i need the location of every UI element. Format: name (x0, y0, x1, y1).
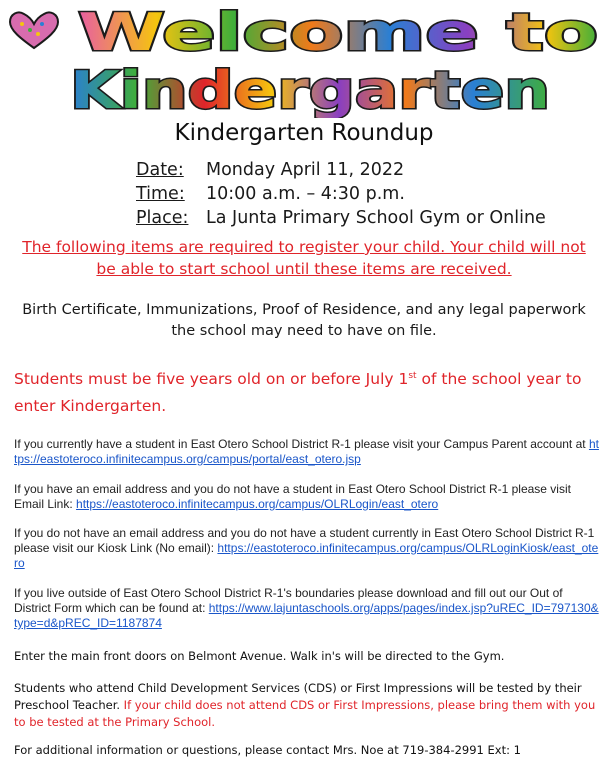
contact-info: For additional information or questions, please contact Mrs. Noe at 719-384-2991 Ext: 1 (14, 743, 521, 757)
banner-line-welcome: Welcome to (78, 3, 598, 63)
campus-parent-link[interactable]: https://eastoteroco.infinitecampus.org/campus/portal/east_otero.jsp (14, 437, 599, 466)
welcome-banner (0, 0, 608, 118)
banner-line-kindergarten: Kindergarten (70, 61, 550, 118)
required-documents: Birth Certificate, Immunizations, Proof of Residence, and any legal paperwork the school may need to have on file. (22, 302, 586, 339)
registration-item (14, 437, 599, 467)
required-notice: The following items are required to register your child. Your child will not be able to start school until these items are received. (22, 238, 586, 278)
place-label: Place: (136, 208, 189, 228)
age-text-before: Students must be five years old on or before July 1 (14, 370, 409, 388)
event-details (136, 158, 546, 230)
page-title: Kindergarten Roundup (174, 120, 434, 146)
registration-item (14, 526, 599, 571)
date-row (136, 158, 546, 182)
testing-note-red: If your child does not attend CDS or First Impressions, please bring them with you to be tested at the Primary School. (14, 698, 596, 729)
date-value: Monday April 11, 2022 (206, 160, 405, 180)
registration-text: If you live outside of East Otero School District R-1's boundaries please download and fill out our Out of District Form which can be found at: (14, 586, 563, 615)
age-text-after: of the school year to enter Kindergarten. (14, 370, 582, 415)
place-value: La Junta Primary School Gym or Online (206, 208, 546, 228)
testing-note-black: Students who attend Child Development Services (CDS) or First Impressions will be tested by their Preschool Teacher. (14, 681, 582, 712)
registration-item (14, 586, 599, 631)
entrance-note: Enter the main front doors on Belmont Avenue. Walk in's will be directed to the Gym. (14, 649, 505, 663)
email-registration-link[interactable]: https://eastoteroco.infinitecampus.org/campus/OLRLogin/east_otero (76, 497, 439, 511)
registration-text: If you currently have a student in East Otero School District R-1 please visit your Campus Parent account at (14, 437, 589, 451)
date-label: Date: (136, 160, 184, 180)
time-value: 10:00 a.m. – 4:30 p.m. (206, 184, 405, 204)
testing-note (14, 680, 599, 731)
age-requirement (14, 366, 599, 420)
age-text-sup: st (408, 370, 417, 381)
heart-icon (10, 12, 58, 48)
registration-text: If you do not have an email address and you do not have a student currently in East Otero School District R-1 please visit our Kiosk Link (No email): (14, 526, 595, 555)
registration-text: If you have an email address and you do not have a student in East Otero School District R-1 please visit Email Link: (14, 482, 571, 511)
out-of-district-form-link[interactable]: https://www.lajuntaschools.org/apps/pages/index.jsp?uREC_ID=797130&type=d&pREC_ID=1187874 (14, 601, 599, 630)
place-row (136, 206, 546, 230)
kiosk-registration-link[interactable]: https://eastoteroco.infinitecampus.org/campus/OLRLoginKiosk/east_otero (14, 541, 599, 570)
registration-item (14, 482, 599, 512)
time-row (136, 182, 546, 206)
time-label: Time: (136, 184, 185, 204)
